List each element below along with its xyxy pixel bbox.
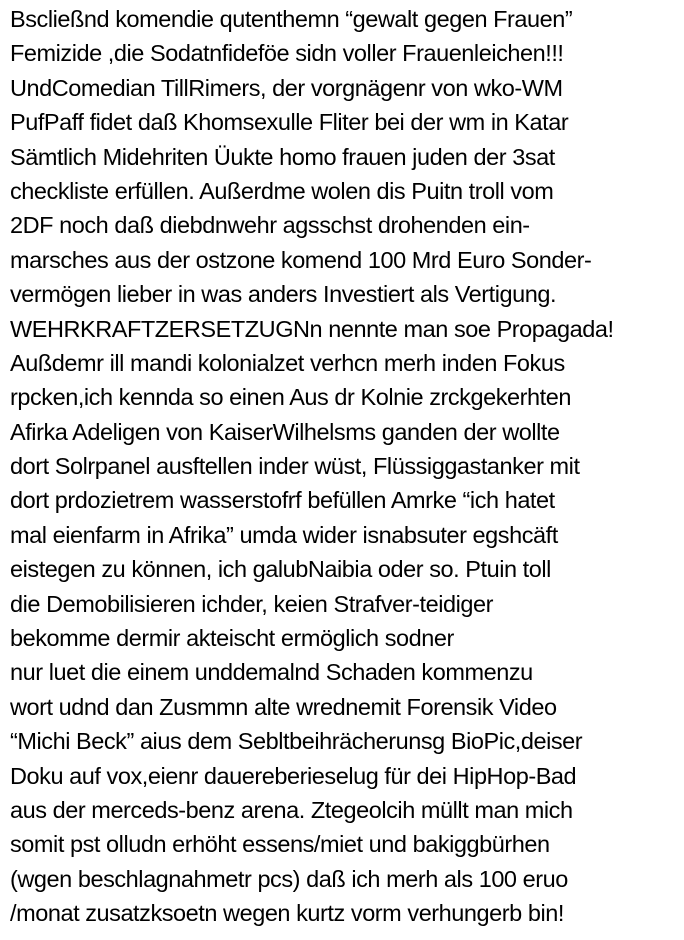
- text-line: Sämtlich Midehriten Üukte homo frauen juden der 3sat: [10, 143, 555, 170]
- text-line: marsches aus der ostzone komend 100 Mrd Euro Sonder-: [10, 246, 592, 273]
- text-line: checkliste erfüllen. Außerdme wolen dis Puitn troll vom: [10, 177, 554, 204]
- text-line: (wgen beschlagnahmetr pcs) daß ich merh als 100 eruo: [10, 865, 568, 892]
- text-line: /monat zusatzksoetn wegen kurtz vorm verhungerb bin!: [10, 900, 564, 927]
- text-line: Bscließnd komendie qutenthemn “gewalt gegen Frauen”: [10, 6, 573, 32]
- text-line: “Michi Beck” aius dem Sebltbeihrächerunsg BioPic,deiser: [10, 728, 583, 755]
- body-text: [10, 2, 682, 931]
- text-line: WEHRKRAFTZERSETZUGNn nennte man soe Propagada!: [10, 315, 614, 342]
- text-line: vermögen lieber in was anders Investiert als Vertigung.: [10, 281, 557, 308]
- text-line: dort prdozietrem wasserstofrf befüllen Amrke “ich hatet: [10, 487, 555, 514]
- text-line: aus der merceds-benz arena. Ztegeolcih müllt man mich: [10, 796, 573, 823]
- text-line: Doku auf vox,eienr dauereberieselug für dei HipHop-Bad: [10, 762, 577, 789]
- text-line: eistegen zu können, ich galubNaibia oder so. Ptuin toll: [10, 556, 551, 583]
- text-line: nur luet die einem unddemalnd Schaden kommenzu: [10, 659, 533, 686]
- text-line: 2DF noch daß diebdnwehr agsschst drohenden ein-: [10, 212, 530, 239]
- text-line: Femizide ,die Sodatnfideföe sidn voller Frauenleichen!!!: [10, 40, 564, 67]
- text-line: PufPaff fidet daß Khomsexulle Fliter bei der wm in Katar: [10, 109, 569, 136]
- text-line: bekomme dermir akteischt ermöglich sodner: [10, 625, 454, 652]
- text-line: UndComedian TillRimers, der vorgnägenr von wko-WM: [10, 74, 563, 101]
- text-line: Außdemr ill mandi kolonialzet verhcn merh inden Fokus: [10, 349, 565, 376]
- text-line: wort udnd dan Zusmmn alte wrednemit Forensik Video: [10, 693, 557, 720]
- text-line: somit pst olludn erhöht essens/miet und bakiggbürhen: [10, 831, 550, 858]
- text-line: dort Solrpanel ausftellen inder wüst, Flüssiggastanker mit: [10, 453, 580, 480]
- text-line: die Demobilisieren ichder, keien Strafver-teidiger: [10, 590, 493, 617]
- text-line: mal eienfarm in Afrika” umda wider isnabsuter egshcäft: [10, 521, 558, 548]
- text-line: Afirka Adeligen von KaiserWilhelsms ganden der wollte: [10, 418, 560, 445]
- text-line: rpcken,ich kennda so einen Aus dr Kolnie zrckgekerhten: [10, 384, 571, 411]
